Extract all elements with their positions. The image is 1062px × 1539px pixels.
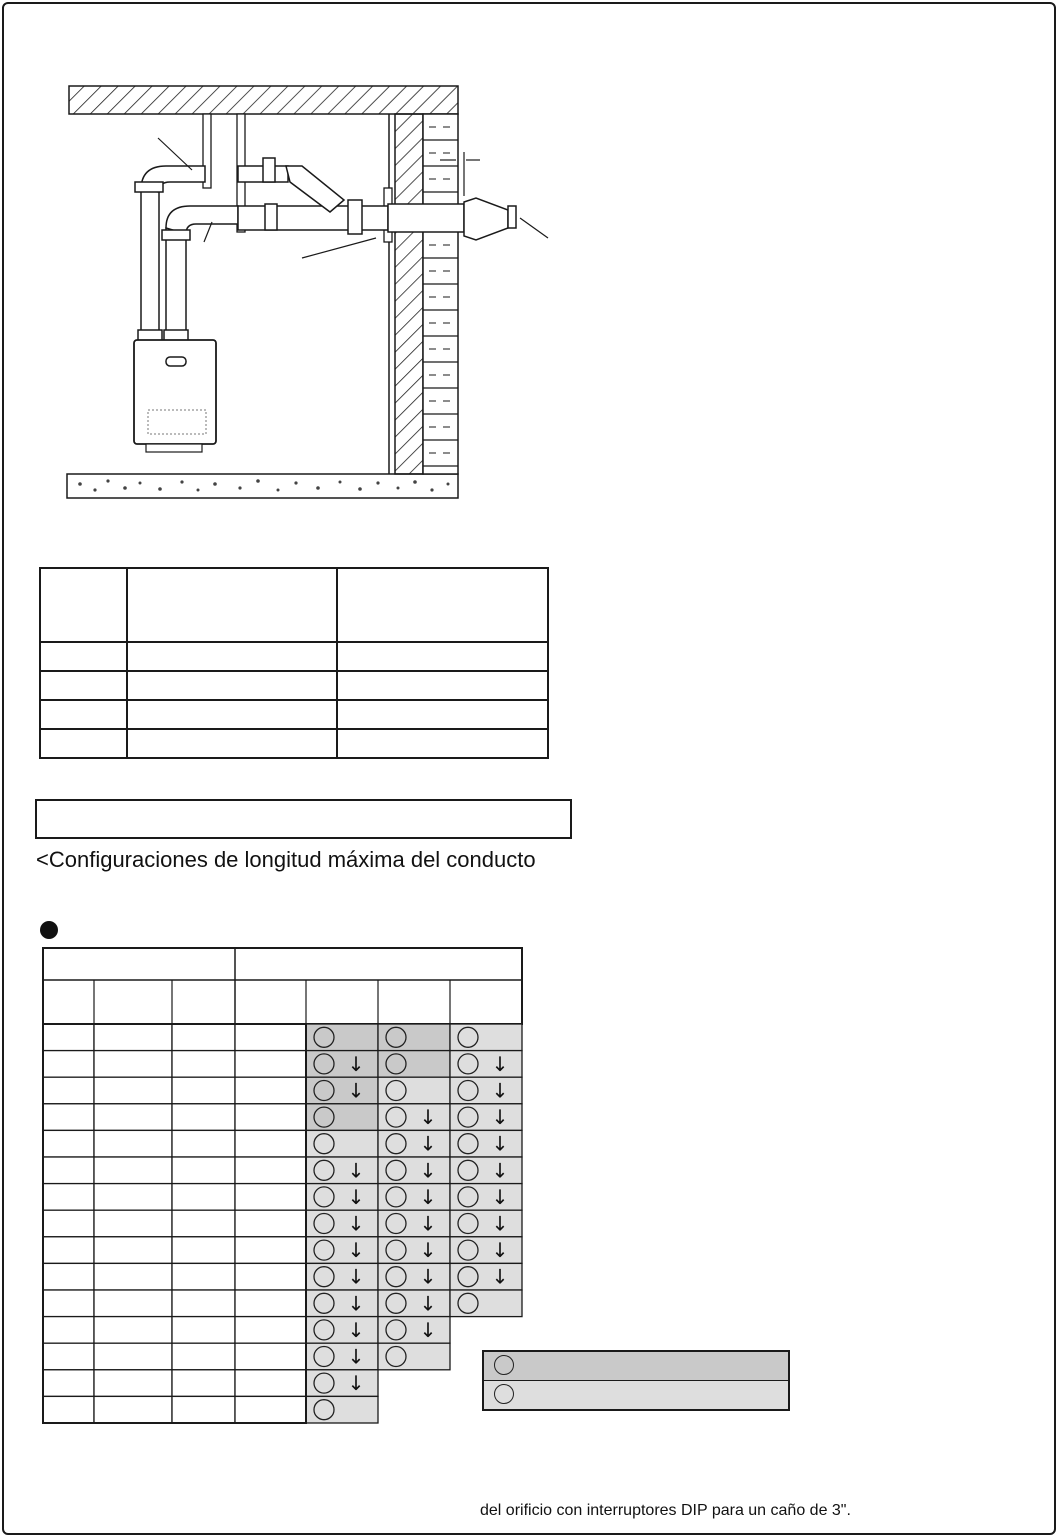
down-arrow-icon: ↓ <box>347 1078 365 1103</box>
down-arrow-icon: ↓ <box>419 1317 437 1342</box>
legend-row-dark <box>484 1352 788 1381</box>
table-cell <box>235 1104 306 1131</box>
setting-cell <box>378 1077 450 1104</box>
down-arrow-icon: ↓ <box>419 1238 437 1263</box>
legend-circle-icon <box>494 1355 514 1375</box>
setting-cell <box>450 1024 522 1051</box>
caption-box <box>35 799 572 839</box>
down-arrow-icon: ↓ <box>347 1051 365 1076</box>
down-arrow-icon: ↓ <box>419 1131 437 1156</box>
setting-cell <box>306 1157 378 1184</box>
table-cell <box>235 1157 306 1184</box>
setting-cell <box>378 1104 450 1131</box>
table-cell <box>43 1210 94 1237</box>
table-cell <box>43 1237 94 1264</box>
legend <box>482 1350 790 1411</box>
table-cell <box>172 1157 235 1184</box>
setting-cell <box>306 1077 378 1104</box>
bullet-dot <box>40 921 58 939</box>
setting-cell <box>450 1157 522 1184</box>
table-cell <box>94 1024 172 1051</box>
table-cell <box>94 1263 172 1290</box>
down-arrow-icon: ↓ <box>491 1264 509 1289</box>
floor-slab <box>67 474 458 498</box>
down-arrow-icon: ↓ <box>491 1184 509 1209</box>
setting-cell <box>450 1263 522 1290</box>
table-cell <box>43 1051 94 1078</box>
table-cell <box>172 1210 235 1237</box>
table-cell <box>43 1024 94 1051</box>
setting-cell <box>306 1104 378 1131</box>
down-arrow-icon: ↓ <box>491 1158 509 1183</box>
down-arrow-icon: ↓ <box>419 1105 437 1130</box>
down-arrow-icon: ↓ <box>347 1344 365 1369</box>
setting-cell <box>378 1130 450 1157</box>
table-cell <box>172 1130 235 1157</box>
down-arrow-icon: ↓ <box>491 1131 509 1156</box>
setting-cell <box>450 1104 522 1131</box>
down-arrow-icon: ↓ <box>491 1051 509 1076</box>
table-cell <box>43 1077 94 1104</box>
down-arrow-icon: ↓ <box>491 1078 509 1103</box>
table-cell <box>172 1077 235 1104</box>
setting-cell <box>306 1237 378 1264</box>
down-arrow-icon: ↓ <box>347 1371 365 1396</box>
setting-cell <box>306 1370 378 1397</box>
table-cell <box>94 1370 172 1397</box>
down-arrow-icon: ↓ <box>347 1158 365 1183</box>
table-cell <box>235 1051 306 1078</box>
water-heater-unit <box>134 340 216 452</box>
table-cell <box>94 1237 172 1264</box>
table-cell <box>94 1184 172 1211</box>
table-cell <box>94 1077 172 1104</box>
table-cell <box>172 1237 235 1264</box>
section-heading: <Configuraciones de longitud máxima del conducto <box>36 847 536 872</box>
down-arrow-icon: ↓ <box>491 1238 509 1263</box>
setting-cell <box>378 1024 450 1051</box>
table-cell <box>43 1104 94 1131</box>
down-arrow-icon: ↓ <box>347 1184 365 1209</box>
table-cell <box>43 1343 94 1370</box>
down-arrow-icon: ↓ <box>347 1291 365 1316</box>
setting-cell <box>378 1237 450 1264</box>
legend-row-light <box>484 1381 788 1409</box>
table-cell <box>94 1104 172 1131</box>
table-cell <box>172 1184 235 1211</box>
setting-cell <box>378 1343 450 1370</box>
table-cell <box>172 1263 235 1290</box>
setting-cell <box>306 1184 378 1211</box>
setting-cell <box>378 1317 450 1344</box>
setting-cell <box>306 1130 378 1157</box>
table-cell <box>172 1343 235 1370</box>
leader-lines <box>158 138 548 258</box>
exterior-wall <box>389 114 458 474</box>
setting-cell <box>306 1263 378 1290</box>
setting-cell <box>306 1051 378 1078</box>
down-arrow-icon: ↓ <box>419 1211 437 1236</box>
table-cell <box>94 1317 172 1344</box>
table-cell <box>235 1184 306 1211</box>
setting-cell <box>378 1290 450 1317</box>
down-arrow-icon: ↓ <box>419 1264 437 1289</box>
setting-cell <box>450 1210 522 1237</box>
setting-cell <box>306 1024 378 1051</box>
table-cell <box>94 1290 172 1317</box>
setting-cell <box>378 1051 450 1078</box>
table-cell <box>43 1130 94 1157</box>
down-arrow-icon: ↓ <box>347 1211 365 1236</box>
table-cell <box>94 1051 172 1078</box>
setting-cell <box>450 1184 522 1211</box>
dip-settings-table <box>0 940 540 1440</box>
table-cell <box>43 1317 94 1344</box>
venting-installation-diagram <box>0 0 1062 540</box>
down-arrow-icon: ↓ <box>419 1184 437 1209</box>
setting-cell <box>450 1130 522 1157</box>
setting-cell <box>306 1396 378 1423</box>
down-arrow-icon: ↓ <box>491 1211 509 1236</box>
table-cell <box>172 1024 235 1051</box>
table-cell <box>235 1263 306 1290</box>
setting-cell <box>306 1343 378 1370</box>
table-cell <box>235 1317 306 1344</box>
down-arrow-icon: ↓ <box>419 1158 437 1183</box>
table-cell <box>43 1396 94 1423</box>
table-cell <box>172 1370 235 1397</box>
table-cell <box>235 1210 306 1237</box>
table-cell <box>235 1237 306 1264</box>
pipe-sizes-table <box>39 567 549 759</box>
table-cell <box>172 1396 235 1423</box>
table-cell <box>43 1290 94 1317</box>
table-cell <box>43 1370 94 1397</box>
setting-cell <box>378 1210 450 1237</box>
setting-cell <box>306 1290 378 1317</box>
ceiling-slab <box>69 86 458 114</box>
table-cell <box>172 1290 235 1317</box>
table-cell <box>94 1210 172 1237</box>
setting-cell <box>450 1077 522 1104</box>
table-cell <box>94 1130 172 1157</box>
down-arrow-icon: ↓ <box>347 1238 365 1263</box>
legend-circle-icon <box>494 1384 514 1404</box>
setting-cell <box>378 1263 450 1290</box>
table-cell <box>43 1184 94 1211</box>
setting-cell <box>306 1210 378 1237</box>
table-cell <box>94 1343 172 1370</box>
down-arrow-icon: ↓ <box>419 1291 437 1316</box>
setting-cell <box>450 1237 522 1264</box>
footer-note: del orificio con interruptores DIP para un caño de 3". <box>480 1502 851 1519</box>
table-cell <box>235 1077 306 1104</box>
setting-cell <box>450 1290 522 1317</box>
table-cell <box>172 1317 235 1344</box>
vent-pipes <box>135 158 516 342</box>
table-cell <box>235 1130 306 1157</box>
down-arrow-icon: ↓ <box>347 1264 365 1289</box>
table-cell <box>94 1157 172 1184</box>
setting-cell <box>378 1184 450 1211</box>
table-cell <box>235 1396 306 1423</box>
table-cell <box>235 1343 306 1370</box>
table-cell <box>94 1396 172 1423</box>
table-cell <box>43 1263 94 1290</box>
table-cell <box>235 1370 306 1397</box>
setting-cell <box>306 1317 378 1344</box>
table-cell <box>235 1290 306 1317</box>
table-cell <box>172 1051 235 1078</box>
down-arrow-icon: ↓ <box>347 1317 365 1342</box>
down-arrow-icon: ↓ <box>491 1105 509 1130</box>
table-cell <box>43 1157 94 1184</box>
setting-cell <box>450 1051 522 1078</box>
table-cell <box>172 1104 235 1131</box>
table-cell <box>235 1024 306 1051</box>
setting-cell <box>378 1157 450 1184</box>
